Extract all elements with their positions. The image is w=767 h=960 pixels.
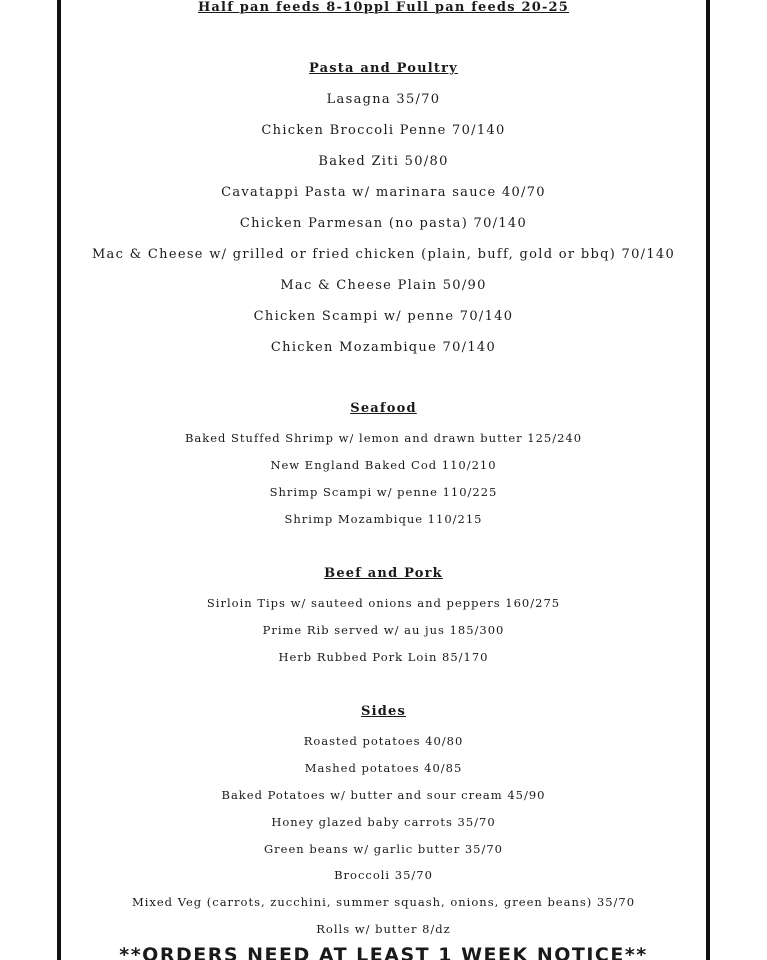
menu-item: Sirloin Tips w/ sauteed onions and peppers 160/275 — [206, 596, 561, 610]
menu-item: Roasted potatoes 40/80 — [303, 734, 464, 748]
menu-item: Mac & Cheese Plain 50/90 — [280, 278, 487, 293]
menu-item: Baked Stuffed Shrimp w/ lemon and drawn butter 125/240 — [184, 431, 583, 445]
section-title-pasta-poultry: Pasta and Poultry — [309, 61, 458, 76]
menu-item: Chicken Parmesan (no pasta) 70/140 — [239, 216, 528, 231]
menu-item: Rolls w/ butter 8/dz — [316, 922, 451, 936]
menu-item: New England Baked Cod 110/210 — [270, 458, 497, 472]
menu-item: Chicken Mozambique 70/140 — [270, 340, 497, 355]
menu-item: Baked Potatoes w/ butter and sour cream 45/90 — [221, 788, 546, 802]
menu-item: Green beans w/ garlic butter 35/70 — [264, 842, 503, 856]
menu-item: Baked Ziti 50/80 — [318, 154, 449, 169]
menu-item: Lasagna 35/70 — [326, 92, 441, 107]
menu-item: Chicken Broccoli Penne 70/140 — [261, 123, 506, 138]
menu-item: Shrimp Mozambique 110/215 — [284, 512, 483, 526]
menu-item: Prime Rib served w/ au jus 185/300 — [262, 623, 505, 637]
menu-item: Chicken Scampi w/ penne 70/140 — [253, 309, 514, 324]
menu-item: Shrimp Scampi w/ penne 110/225 — [269, 485, 498, 499]
catering-menu — [61, 0, 706, 960]
menu-item: Honey glazed baby carrots 35/70 — [271, 815, 496, 829]
menu-item: Mashed potatoes 40/85 — [304, 761, 463, 775]
menu-item: Cavatappi Pasta w/ marinara sauce 40/70 — [221, 185, 546, 200]
order-notice: **ORDERS NEED AT LEAST 1 WEEK NOTICE** — [119, 944, 648, 960]
pan-size-note: Half pan feeds 8-10ppl Full pan feeds 20-25 — [197, 0, 570, 15]
menu-item: Mac & Cheese w/ grilled or fried chicken (plain, buff, gold or bbq) 70/140 — [91, 247, 676, 262]
menu-item: Broccoli 35/70 — [334, 868, 433, 882]
section-title-sides: Sides — [360, 704, 406, 719]
page-border-right — [706, 0, 710, 960]
section-title-beef-pork: Beef and Pork — [324, 566, 443, 581]
menu-item: Herb Rubbed Pork Loin 85/170 — [278, 650, 489, 664]
section-title-seafood: Seafood — [350, 401, 417, 416]
menu-item: Mixed Veg (carrots, zucchini, summer squash, onions, green beans) 35/70 — [131, 895, 636, 909]
